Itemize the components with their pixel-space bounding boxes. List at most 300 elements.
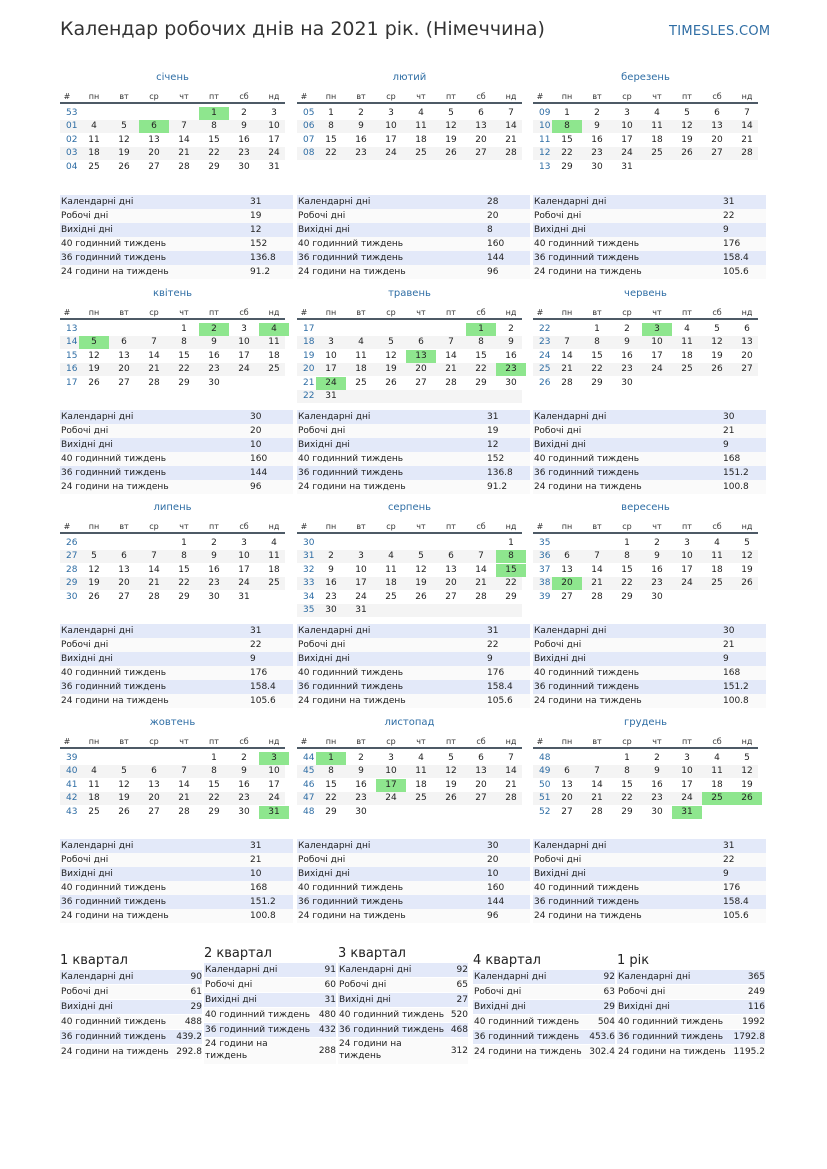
day-cell[interactable]: 30	[208, 591, 220, 602]
day-cell[interactable]: 25	[415, 148, 427, 159]
day-cell[interactable]: 16	[208, 564, 220, 575]
day-cell[interactable]: 12	[711, 337, 723, 348]
day-cell[interactable]: 26	[741, 578, 753, 589]
day-cell[interactable]: 13	[148, 779, 160, 790]
day-cell[interactable]: 24	[681, 793, 693, 804]
day-cell[interactable]: 6	[448, 551, 454, 562]
day-cell[interactable]: 27	[475, 148, 487, 159]
day-cell[interactable]: 3	[241, 538, 247, 548]
day-cell[interactable]: 25	[711, 578, 723, 589]
day-cell[interactable]: 16	[591, 134, 603, 145]
day-cell[interactable]: 6	[478, 108, 484, 118]
day-cell[interactable]: 18	[268, 564, 280, 575]
day-cell[interactable]: 26	[88, 377, 100, 388]
day-cell[interactable]: 4	[388, 551, 394, 562]
day-cell[interactable]: 31	[621, 161, 633, 172]
day-cell[interactable]: 14	[178, 134, 190, 145]
day-cell[interactable]: 21	[505, 134, 517, 145]
day-cell[interactable]: 27	[711, 148, 723, 159]
day-cell[interactable]: 11	[268, 551, 280, 562]
day-cell[interactable]: 6	[714, 108, 720, 118]
day-cell[interactable]: 10	[325, 350, 337, 361]
day-cell[interactable]: 9	[328, 564, 334, 575]
day-cell[interactable]: 29	[475, 377, 487, 388]
day-cell[interactable]: 20	[711, 134, 723, 145]
day-cell[interactable]: 15	[591, 350, 603, 361]
day-cell[interactable]: 18	[711, 779, 723, 790]
day-cell[interactable]: 21	[445, 364, 457, 375]
day-cell[interactable]: 16	[505, 350, 517, 361]
day-cell[interactable]: 2	[358, 108, 364, 118]
day-cell[interactable]: 25	[702, 792, 732, 805]
day-cell[interactable]: 7	[594, 766, 600, 777]
day-cell[interactable]: 29	[561, 161, 573, 172]
day-cell[interactable]: 2	[594, 108, 600, 118]
day-cell[interactable]: 20	[741, 350, 753, 361]
day-cell[interactable]: 11	[711, 551, 723, 562]
day-cell[interactable]: 5	[91, 551, 97, 562]
day-cell[interactable]: 20	[552, 577, 582, 590]
day-cell[interactable]: 2	[624, 324, 630, 334]
day-cell[interactable]: 11	[415, 766, 427, 777]
day-cell[interactable]: 26	[445, 148, 457, 159]
day-cell[interactable]: 2	[241, 108, 247, 118]
day-cell[interactable]: 11	[355, 350, 367, 361]
day-cell[interactable]: 3	[271, 108, 277, 118]
day-cell[interactable]: 19	[445, 134, 457, 145]
day-cell[interactable]: 22	[561, 148, 573, 159]
day-cell[interactable]: 28	[178, 806, 190, 817]
day-cell[interactable]: 16	[325, 578, 337, 589]
day-cell[interactable]: 20	[118, 364, 130, 375]
day-cell[interactable]: 15	[325, 134, 337, 145]
day-cell[interactable]: 22	[178, 578, 190, 589]
day-cell[interactable]: 19	[741, 564, 753, 575]
day-cell[interactable]: 26	[711, 364, 723, 375]
day-cell[interactable]: 3	[241, 324, 247, 334]
day-cell[interactable]: 28	[591, 591, 603, 602]
day-cell[interactable]: 28	[591, 806, 603, 817]
day-cell[interactable]: 8	[328, 766, 334, 777]
day-cell[interactable]: 23	[591, 148, 603, 159]
day-cell[interactable]: 13	[561, 779, 573, 790]
day-cell[interactable]: 13	[561, 564, 573, 575]
day-cell[interactable]: 6	[744, 324, 750, 334]
day-cell[interactable]: 15	[621, 564, 633, 575]
day-cell[interactable]: 19	[445, 779, 457, 790]
day-cell[interactable]: 31	[238, 591, 250, 602]
day-cell[interactable]: 1	[624, 538, 630, 548]
day-cell[interactable]: 13	[118, 350, 130, 361]
day-cell[interactable]: 20	[561, 793, 573, 804]
day-cell[interactable]: 20	[475, 779, 487, 790]
day-cell[interactable]: 17	[325, 364, 337, 375]
day-cell[interactable]: 2	[241, 753, 247, 763]
day-cell[interactable]: 27	[741, 364, 753, 375]
day-cell[interactable]: 24	[681, 578, 693, 589]
day-cell[interactable]: 9	[358, 766, 364, 777]
day-cell[interactable]: 6	[564, 551, 570, 562]
day-cell[interactable]: 10	[385, 766, 397, 777]
day-cell[interactable]: 11	[415, 121, 427, 132]
day-cell[interactable]: 16	[208, 350, 220, 361]
day-cell[interactable]: 23	[325, 591, 337, 602]
day-cell[interactable]: 17	[651, 350, 663, 361]
day-cell[interactable]: 10	[238, 551, 250, 562]
day-cell[interactable]: 18	[385, 578, 397, 589]
day-cell[interactable]: 8	[624, 766, 630, 777]
day-cell[interactable]: 19	[415, 578, 427, 589]
day-cell[interactable]: 6	[478, 753, 484, 763]
day-cell[interactable]: 3	[358, 551, 364, 562]
day-cell[interactable]: 31	[355, 605, 367, 615]
day-cell[interactable]: 4	[654, 108, 660, 118]
day-cell[interactable]: 8	[624, 551, 630, 562]
day-cell[interactable]: 6	[121, 551, 127, 562]
day-cell[interactable]: 26	[732, 792, 762, 805]
day-cell[interactable]: 23	[208, 364, 220, 375]
day-cell[interactable]: 27	[475, 793, 487, 804]
day-cell[interactable]: 11	[711, 766, 723, 777]
day-cell[interactable]: 10	[268, 766, 280, 777]
day-cell[interactable]: 17	[355, 578, 367, 589]
day-cell[interactable]: 12	[445, 766, 457, 777]
day-cell[interactable]: 1	[328, 108, 334, 118]
day-cell[interactable]: 24	[651, 364, 663, 375]
day-cell[interactable]: 25	[88, 806, 100, 817]
day-cell[interactable]: 9	[211, 337, 217, 348]
day-cell[interactable]: 19	[741, 779, 753, 790]
day-cell[interactable]: 29	[208, 806, 220, 817]
day-cell[interactable]: 14	[741, 121, 753, 132]
day-cell[interactable]: 24	[316, 377, 346, 390]
day-cell[interactable]: 5	[121, 121, 127, 132]
day-cell[interactable]: 8	[328, 121, 334, 132]
day-cell[interactable]: 29	[178, 377, 190, 388]
day-cell[interactable]: 2	[654, 753, 660, 763]
day-cell[interactable]: 21	[178, 793, 190, 804]
day-cell[interactable]: 7	[448, 337, 454, 348]
day-cell[interactable]: 28	[148, 591, 160, 602]
day-cell[interactable]: 15	[178, 564, 190, 575]
day-cell[interactable]: 19	[385, 364, 397, 375]
day-cell[interactable]: 4	[91, 121, 97, 132]
day-cell[interactable]: 9	[211, 551, 217, 562]
day-cell[interactable]: 5	[448, 108, 454, 118]
day-cell[interactable]: 27	[561, 806, 573, 817]
day-cell[interactable]: 30	[238, 161, 250, 172]
day-cell[interactable]: 15	[475, 350, 487, 361]
day-cell[interactable]: 12	[118, 779, 130, 790]
day-cell[interactable]: 25	[651, 148, 663, 159]
day-cell[interactable]: 9	[241, 766, 247, 777]
day-cell[interactable]: 28	[561, 377, 573, 388]
day-cell[interactable]: 3	[684, 753, 690, 763]
day-cell[interactable]: 2	[654, 538, 660, 548]
day-cell[interactable]: 1	[594, 324, 600, 334]
day-cell[interactable]: 30	[208, 377, 220, 388]
day-cell[interactable]: 29	[591, 377, 603, 388]
day-cell[interactable]: 10	[681, 766, 693, 777]
day-cell[interactable]: 10	[681, 551, 693, 562]
day-cell[interactable]: 8	[211, 121, 217, 132]
day-cell[interactable]: 21	[591, 578, 603, 589]
day-cell[interactable]: 2	[328, 551, 334, 562]
day-cell[interactable]: 9	[594, 121, 600, 132]
day-cell[interactable]: 17	[681, 779, 693, 790]
day-cell[interactable]: 29	[621, 591, 633, 602]
day-cell[interactable]: 1	[624, 753, 630, 763]
day-cell[interactable]: 11	[268, 337, 280, 348]
day-cell[interactable]: 24	[268, 148, 280, 159]
day-cell[interactable]: 1	[211, 753, 217, 763]
day-cell[interactable]: 21	[475, 578, 487, 589]
day-cell[interactable]: 6	[121, 337, 127, 348]
day-cell[interactable]: 8	[478, 337, 484, 348]
day-cell[interactable]: 23	[496, 363, 526, 376]
day-cell[interactable]: 4	[714, 538, 720, 548]
day-cell[interactable]: 29	[621, 806, 633, 817]
day-cell[interactable]: 9	[624, 337, 630, 348]
day-cell[interactable]: 18	[88, 793, 100, 804]
brand-link[interactable]: TIMESLES.COM	[669, 24, 771, 39]
day-cell[interactable]: 30	[591, 161, 603, 172]
day-cell[interactable]: 12	[741, 551, 753, 562]
day-cell[interactable]: 19	[88, 364, 100, 375]
day-cell[interactable]: 5	[714, 324, 720, 334]
day-cell[interactable]: 31	[268, 161, 280, 172]
day-cell[interactable]: 21	[591, 793, 603, 804]
day-cell[interactable]: 4	[684, 324, 690, 334]
day-cell[interactable]: 14	[591, 564, 603, 575]
day-cell[interactable]: 24	[385, 793, 397, 804]
day-cell[interactable]: 17	[238, 350, 250, 361]
day-cell[interactable]: 14	[445, 350, 457, 361]
day-cell[interactable]: 21	[505, 779, 517, 790]
day-cell[interactable]: 12	[88, 350, 100, 361]
day-cell[interactable]: 27	[118, 377, 130, 388]
day-cell[interactable]: 24	[385, 148, 397, 159]
day-cell[interactable]: 30	[325, 605, 337, 615]
day-cell[interactable]: 10	[355, 564, 367, 575]
day-cell[interactable]: 23	[238, 793, 250, 804]
day-cell[interactable]: 16	[355, 134, 367, 145]
day-cell[interactable]: 14	[505, 121, 517, 132]
day-cell[interactable]: 21	[561, 364, 573, 375]
day-cell[interactable]: 6	[151, 766, 157, 777]
day-cell[interactable]: 25	[268, 364, 280, 375]
day-cell[interactable]: 29	[505, 591, 517, 602]
day-cell[interactable]: 27	[445, 591, 457, 602]
day-cell[interactable]: 25	[355, 377, 367, 388]
day-cell[interactable]: 26	[385, 377, 397, 388]
day-cell[interactable]: 13	[741, 337, 753, 348]
day-cell[interactable]: 17	[238, 564, 250, 575]
day-cell[interactable]: 22	[208, 148, 220, 159]
day-cell[interactable]: 25	[268, 578, 280, 589]
day-cell[interactable]: 5	[448, 753, 454, 763]
day-cell[interactable]: 8	[211, 766, 217, 777]
day-cell[interactable]: 5	[744, 753, 750, 763]
day-cell[interactable]: 22	[591, 364, 603, 375]
day-cell[interactable]: 30	[651, 591, 663, 602]
day-cell[interactable]: 12	[385, 350, 397, 361]
day-cell[interactable]: 3	[642, 323, 672, 336]
day-cell[interactable]: 15	[325, 779, 337, 790]
day-cell[interactable]: 7	[594, 551, 600, 562]
day-cell[interactable]: 13	[711, 121, 723, 132]
day-cell[interactable]: 2	[199, 323, 229, 336]
day-cell[interactable]: 21	[178, 148, 190, 159]
day-cell[interactable]: 30	[621, 377, 633, 388]
day-cell[interactable]: 24	[268, 793, 280, 804]
day-cell[interactable]: 18	[88, 148, 100, 159]
day-cell[interactable]: 4	[418, 108, 424, 118]
day-cell[interactable]: 23	[355, 793, 367, 804]
day-cell[interactable]: 26	[88, 591, 100, 602]
day-cell[interactable]: 9	[654, 766, 660, 777]
day-cell[interactable]: 13	[406, 350, 436, 363]
day-cell[interactable]: 28	[148, 377, 160, 388]
day-cell[interactable]: 27	[415, 377, 427, 388]
day-cell[interactable]: 10	[268, 121, 280, 132]
day-cell[interactable]: 13	[118, 564, 130, 575]
day-cell[interactable]: 17	[385, 134, 397, 145]
day-cell[interactable]: 16	[651, 564, 663, 575]
day-cell[interactable]: 18	[415, 779, 427, 790]
day-cell[interactable]: 11	[385, 564, 397, 575]
day-cell[interactable]: 30	[651, 806, 663, 817]
day-cell[interactable]: 7	[151, 337, 157, 348]
day-cell[interactable]: 29	[208, 161, 220, 172]
day-cell[interactable]: 9	[358, 121, 364, 132]
day-cell[interactable]: 7	[478, 551, 484, 562]
day-cell[interactable]: 12	[118, 134, 130, 145]
day-cell[interactable]: 22	[325, 793, 337, 804]
day-cell[interactable]: 27	[561, 591, 573, 602]
day-cell[interactable]: 17	[268, 134, 280, 145]
day-cell[interactable]: 5	[744, 538, 750, 548]
day-cell[interactable]: 14	[561, 350, 573, 361]
day-cell[interactable]: 1	[564, 108, 570, 118]
day-cell[interactable]: 4	[714, 753, 720, 763]
day-cell[interactable]: 17	[268, 779, 280, 790]
day-cell[interactable]: 3	[388, 753, 394, 763]
day-cell[interactable]: 9	[508, 337, 514, 348]
day-cell[interactable]: 29	[178, 591, 190, 602]
day-cell[interactable]: 4	[358, 337, 364, 348]
day-cell[interactable]: 12	[741, 766, 753, 777]
day-cell[interactable]: 8	[552, 120, 582, 133]
day-cell[interactable]: 25	[681, 364, 693, 375]
day-cell[interactable]: 25	[415, 793, 427, 804]
day-cell[interactable]: 14	[475, 564, 487, 575]
day-cell[interactable]: 16	[355, 779, 367, 790]
day-cell[interactable]: 18	[651, 134, 663, 145]
day-cell[interactable]: 24	[238, 364, 250, 375]
day-cell[interactable]: 7	[181, 766, 187, 777]
day-cell[interactable]: 7	[508, 753, 514, 763]
day-cell[interactable]: 16	[651, 779, 663, 790]
day-cell[interactable]: 22	[178, 364, 190, 375]
day-cell[interactable]: 25	[88, 161, 100, 172]
day-cell[interactable]: 22	[208, 793, 220, 804]
day-cell[interactable]: 9	[241, 121, 247, 132]
day-cell[interactable]: 23	[621, 364, 633, 375]
day-cell[interactable]: 22	[621, 793, 633, 804]
day-cell[interactable]: 7	[564, 337, 570, 348]
day-cell[interactable]: 16	[238, 779, 250, 790]
day-cell[interactable]: 8	[594, 337, 600, 348]
day-cell[interactable]: 11	[88, 134, 100, 145]
day-cell[interactable]: 16	[238, 134, 250, 145]
day-cell[interactable]: 4	[259, 323, 289, 336]
day-cell[interactable]: 23	[651, 578, 663, 589]
day-cell[interactable]: 10	[238, 337, 250, 348]
day-cell[interactable]: 26	[681, 148, 693, 159]
day-cell[interactable]: 7	[744, 108, 750, 118]
day-cell[interactable]: 7	[508, 108, 514, 118]
day-cell[interactable]: 3	[259, 752, 289, 765]
day-cell[interactable]: 19	[118, 148, 130, 159]
day-cell[interactable]: 20	[445, 578, 457, 589]
day-cell[interactable]: 6	[564, 766, 570, 777]
day-cell[interactable]: 1	[181, 538, 187, 548]
day-cell[interactable]: 23	[208, 578, 220, 589]
day-cell[interactable]: 19	[711, 350, 723, 361]
day-cell[interactable]: 7	[151, 551, 157, 562]
day-cell[interactable]: 5	[684, 108, 690, 118]
day-cell[interactable]: 22	[621, 578, 633, 589]
day-cell[interactable]: 18	[415, 134, 427, 145]
day-cell[interactable]: 21	[741, 134, 753, 145]
day-cell[interactable]: 12	[415, 564, 427, 575]
day-cell[interactable]: 29	[325, 806, 337, 817]
day-cell[interactable]: 15	[178, 350, 190, 361]
day-cell[interactable]: 20	[148, 148, 160, 159]
day-cell[interactable]: 15	[621, 779, 633, 790]
day-cell[interactable]: 21	[148, 364, 160, 375]
day-cell[interactable]: 14	[591, 779, 603, 790]
day-cell[interactable]: 11	[681, 337, 693, 348]
day-cell[interactable]: 22	[475, 364, 487, 375]
day-cell[interactable]: 26	[445, 793, 457, 804]
day-cell[interactable]: 19	[88, 578, 100, 589]
day-cell[interactable]: 25	[385, 591, 397, 602]
day-cell[interactable]: 20	[118, 578, 130, 589]
day-cell[interactable]: 1	[466, 323, 496, 336]
day-cell[interactable]: 11	[88, 779, 100, 790]
day-cell[interactable]: 15	[208, 134, 220, 145]
day-cell[interactable]: 15	[208, 779, 220, 790]
day-cell[interactable]: 28	[178, 161, 190, 172]
day-cell[interactable]: 8	[181, 551, 187, 562]
day-cell[interactable]: 6	[418, 337, 424, 348]
day-cell[interactable]: 8	[181, 337, 187, 348]
day-cell[interactable]: 27	[118, 591, 130, 602]
day-cell[interactable]: 30	[355, 806, 367, 817]
day-cell[interactable]: 26	[415, 591, 427, 602]
day-cell[interactable]: 24	[238, 578, 250, 589]
day-cell[interactable]: 8	[496, 550, 526, 563]
day-cell[interactable]: 24	[621, 148, 633, 159]
day-cell[interactable]: 31	[325, 391, 337, 401]
day-cell[interactable]: 10	[385, 121, 397, 132]
day-cell[interactable]: 28	[445, 377, 457, 388]
day-cell[interactable]: 13	[445, 564, 457, 575]
day-cell[interactable]: 11	[651, 121, 663, 132]
day-cell[interactable]: 2	[211, 538, 217, 548]
